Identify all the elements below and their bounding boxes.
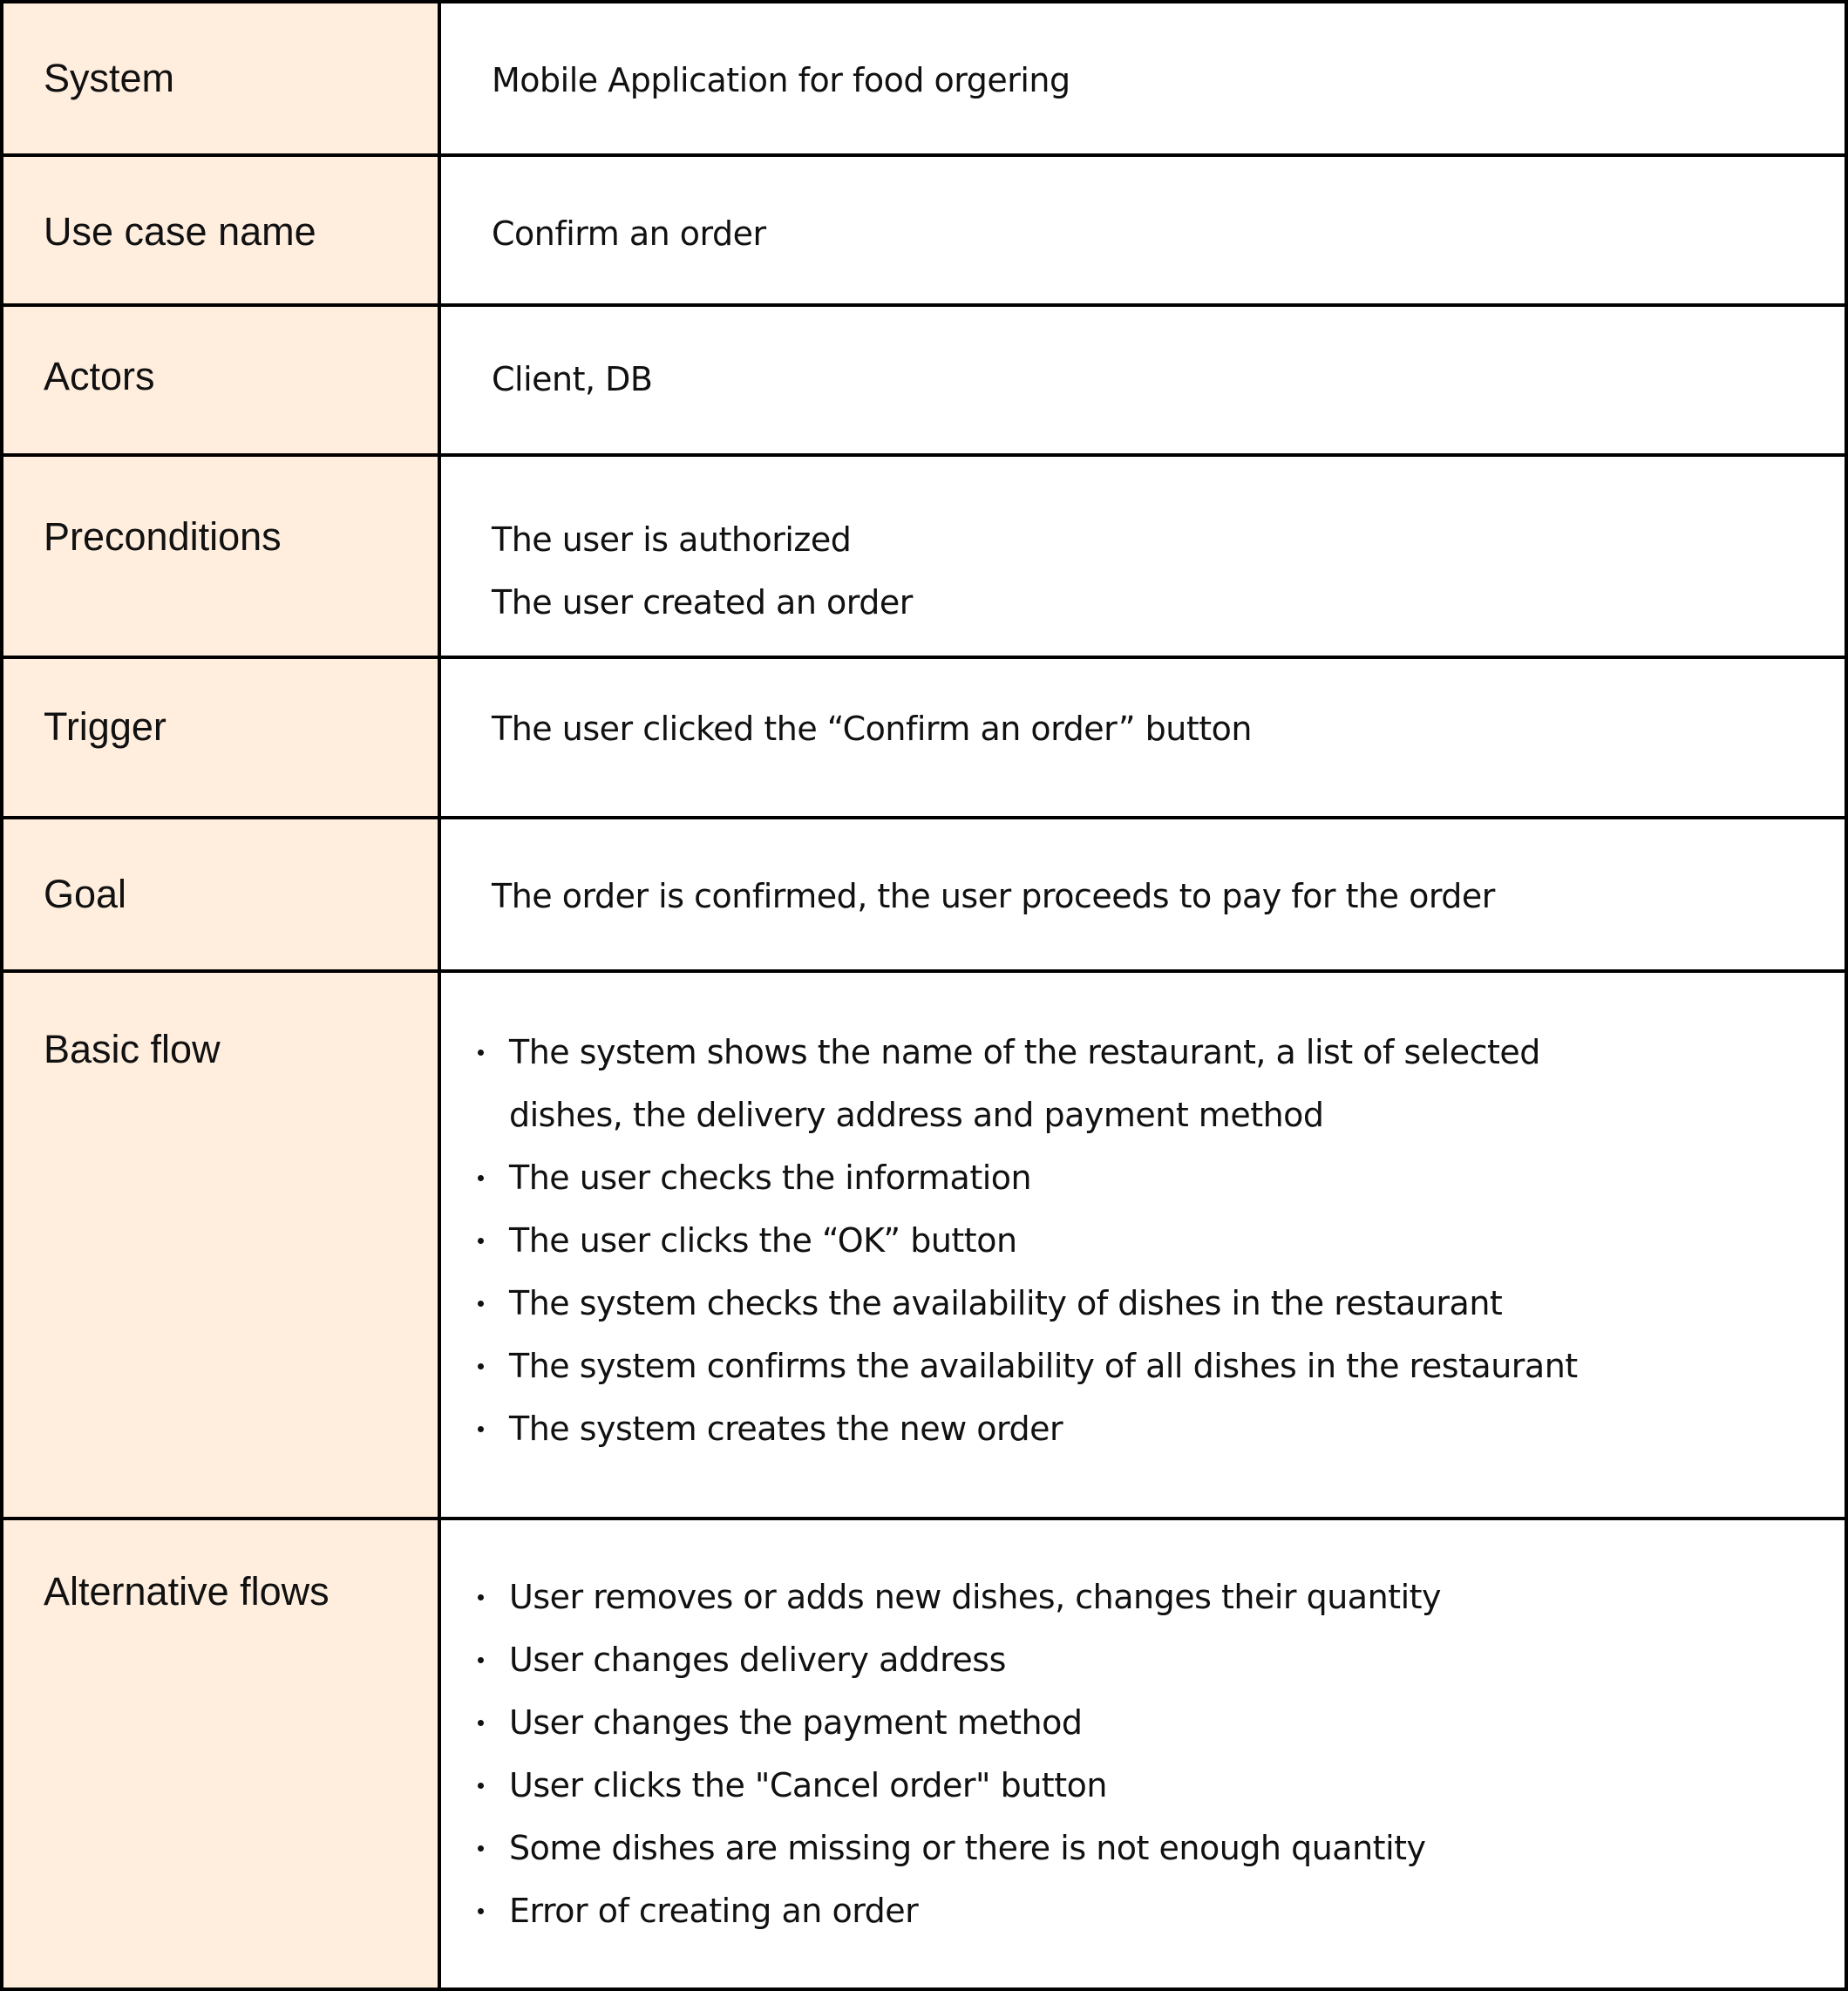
label-system: System	[44, 56, 175, 100]
basic-flow-item	[474, 1146, 1578, 1209]
basic-flow-text: The user checks the information	[509, 1159, 1032, 1197]
alternative-flow-item	[474, 1566, 1441, 1628]
precondition-item: The user is authorized	[492, 520, 852, 559]
bullet-icon	[478, 1845, 484, 1852]
label-trigger: Trigger	[44, 704, 166, 749]
row-preconditions	[3, 457, 1845, 659]
bullet-icon	[478, 1908, 484, 1914]
value-text: Client, DB	[492, 360, 653, 398]
bullet-icon	[478, 1783, 484, 1789]
value-actors	[492, 348, 653, 411]
alternative-flow-text: Some dishes are missing or there is not enough quantity	[509, 1829, 1426, 1867]
alternative-flow-text: Error of creating an order	[509, 1892, 919, 1930]
basic-flow-item	[474, 1209, 1578, 1272]
basic-flow-list	[474, 1021, 1578, 1460]
basic-flow-item	[474, 1272, 1578, 1335]
basic-flow-text: The user clicks the “OK” button	[509, 1221, 1017, 1260]
basic-flow-text: dishes, the delivery address and payment method	[509, 1096, 1324, 1134]
alternative-flow-item	[474, 1817, 1441, 1879]
bullet-icon	[478, 1720, 484, 1726]
row-use-case-name	[3, 157, 1845, 307]
value-text: Confirm an order	[492, 214, 766, 253]
value-text: The order is confirmed, the user proceeds to pay for the order	[492, 877, 1495, 915]
alternative-flows-list	[474, 1566, 1441, 1942]
bullet-icon	[478, 1238, 484, 1244]
alternative-flow-item	[474, 1691, 1441, 1754]
basic-flow-text: The system shows the name of the restaurant, a list of selected	[509, 1033, 1540, 1071]
alternative-flow-item	[474, 1879, 1441, 1942]
bullet-icon	[478, 1301, 484, 1307]
row-alternative-flows	[3, 1520, 1845, 1988]
bullet-icon	[478, 1657, 484, 1663]
value-use-case-name	[492, 202, 766, 265]
basic-flow-item	[474, 1397, 1578, 1460]
bullet-icon	[478, 1050, 484, 1056]
value-trigger	[492, 697, 1252, 760]
value-system	[492, 49, 1070, 112]
label-goal: Goal	[44, 872, 127, 916]
alternative-flow-text: User changes delivery address	[509, 1641, 1006, 1679]
bullet-icon	[478, 1175, 484, 1181]
row-goal	[3, 819, 1845, 973]
alternative-flow-item	[474, 1754, 1441, 1817]
value-text: The user clicked the “Confirm an order” button	[492, 710, 1252, 748]
bullet-icon	[478, 1594, 484, 1600]
row-trigger	[3, 659, 1845, 819]
label-actors: Actors	[44, 354, 155, 398]
basic-flow-text: The system creates the new order	[509, 1410, 1063, 1448]
bullet-icon	[478, 1363, 484, 1369]
value-preconditions	[492, 508, 913, 634]
label-basic-flow: Basic flow	[44, 1027, 221, 1071]
alternative-flow-text: User clicks the "Cancel order" button	[509, 1766, 1107, 1804]
basic-flow-item-continuation	[474, 1084, 1578, 1146]
alternative-flow-text: User removes or adds new dishes, changes their quantity	[509, 1578, 1442, 1616]
column-divider	[438, 3, 441, 1988]
value-goal	[492, 865, 1495, 928]
bullet-icon	[478, 1426, 484, 1432]
basic-flow-item	[474, 1335, 1578, 1397]
row-system	[3, 3, 1845, 157]
value-text: Mobile Application for food orgering	[492, 61, 1070, 99]
basic-flow-item	[474, 1021, 1578, 1084]
row-basic-flow	[3, 973, 1845, 1520]
precondition-item: The user created an order	[492, 583, 913, 622]
basic-flow-text: The system checks the availability of dishes in the restaurant	[509, 1284, 1503, 1322]
label-use-case-name: Use case name	[44, 209, 316, 254]
alternative-flow-item	[474, 1628, 1441, 1691]
row-actors	[3, 307, 1845, 457]
label-preconditions: Preconditions	[44, 514, 282, 559]
alternative-flow-text: User changes the payment method	[509, 1703, 1083, 1742]
label-alternative-flows: Alternative flows	[44, 1569, 330, 1614]
basic-flow-text: The system confirms the availability of all dishes in the restaurant	[509, 1347, 1578, 1385]
